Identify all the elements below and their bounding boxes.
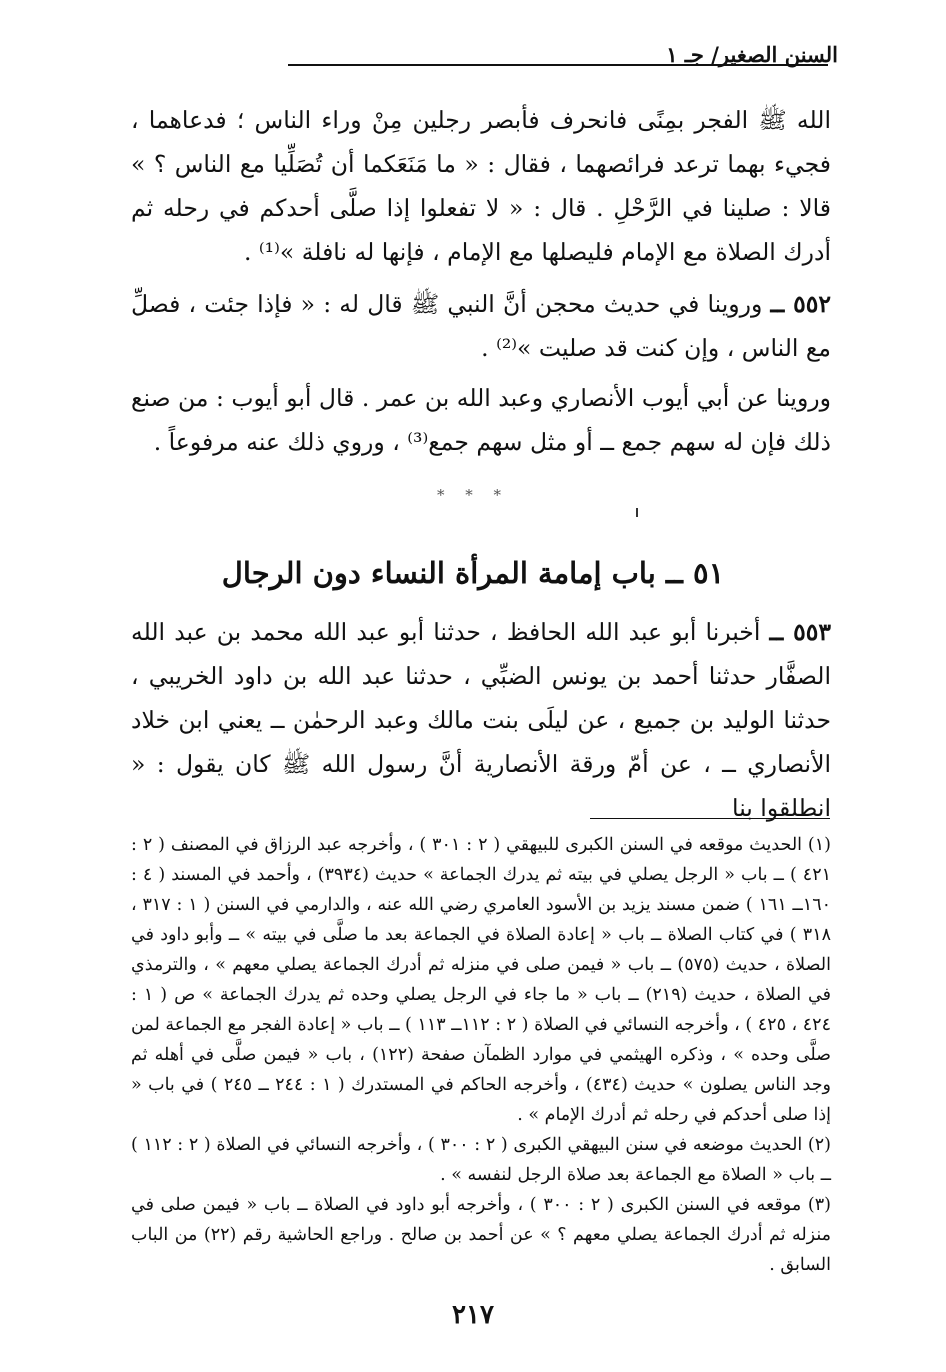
print-mark: [636, 508, 638, 517]
hadith-553-number: ٥٥٣ ــ: [769, 618, 831, 646]
hadith-552-number: ٥٥٢ ــ: [770, 290, 831, 318]
footnote-1: (١) الحديث موقعه في السنن الكبرى للبيهقي ( ٢ : ٣٠١ ) ، وأخرجه عبد الرزاق في المصنف ( ٢ : ٤٢١ ) ــ باب « الرجل يصلي في بيته ثم يدرك الجماعة » حديث (٣٩٣٤) ، وأحمد في المسند ( ٤ : ١٦٠ــ ١٦١ ) ضمن مسند يزيد بن الأسود العامري رضي الله عنه ، والدارمي في السنن ( ١ : ٣١٧ ، ٣١٨ ) في كتاب الصلاة ــ باب « إعادة الصلاة في الجماعة بعد ما صلَّى في بيته » ــ وأبو داود في الصلاة ، حديث (٥٧٥) ــ باب « فيمن صلى في منزله ثم أدرك الجماعة يصلي معهم » ، والترمذي في الصلاة ، حديث (٢١٩) ــ باب « ما جاء في الرجل يصلي وحده ثم يدرك الجماعة » ص ( ١ : ٤٢٤ ، ٤٢٥ ) ، وأخرجه النسائي في الصلاة ( ٢ : ١١٢ــ ١١٣ ) ــ باب « إعادة الفجر مع الجماعة لمن صلَّى وحده » ، وذكره الهيثمي في موارد الظمآن صفحة (١٢٢) ، باب « فيمن صلَّى في أهله ثم وجد الناس يصلون » حديث (٤٣٤) ، وأخرجه الحاكم في المستدرك ( ١ : ٢٤٤ ــ ٢٤٥ ) في باب « إذا صلى أحدكم في رحله ثم أدرك الإمام » .: [131, 835, 832, 1125]
section-separator: * * *: [436, 486, 510, 504]
hadith-552-paragraph: [131, 282, 831, 370]
footnotes: [131, 830, 831, 1280]
paragraph-text: الله ﷺ الفجر بمِنًى فانحرف فأبصر رجلين مِنْ وراء الناس ؛ فدعاهما ، فجيء بهما ترعد فرائصهما ، فقال : « ما مَنَعَكما أن تُصَلِّيا مع الناس ؟ » قالا : صلينا في الرَّحْلِ . قال : « لا تفعلوا إذا صلَّى أحدكم في رحله ثم أدرك الصلاة مع الإمام فليصلها مع الإمام ، فإنها له نافلة »⁽¹⁾ .: [131, 106, 831, 266]
hadith-552: [131, 282, 831, 370]
footnote-rule: [590, 818, 830, 819]
header-rule: [288, 64, 828, 66]
footnote-2: (٢) الحديث موضعه في سنن البيهقي الكبرى ( ٢ : ٣٠٠ ) ، وأخرجه النسائي في الصلاة ( ٢ : ١١٢ ) ــ باب « الصلاة مع الجماعة بعد صلاة الرجل لنفسه » .: [131, 1135, 831, 1185]
paragraph-text: وروينا عن أبي أيوب الأنصاري وعبد الله بن عمر . قال أبو أيوب : من صنع ذلك فإن له سهم جمع ــ أو مثل سهم جمع⁽³⁾ ، وروي ذلك عنه مرفوعاً .: [131, 384, 831, 456]
page-number: ٢١٧: [452, 1300, 494, 1330]
running-header: [0, 40, 946, 80]
hadith-553-text: أخبرنا أبو عبد الله الحافظ ، حدثنا أبو عبد الله محمد بن عبد الله الصفَّار حدثنا أحمد بن يونس الضبِّي ، حدثنا عبد الله بن داود الخريبي ، حدثنا الوليد بن جميع ، عن ليلَى بنت مالك وعبد الرحمٰن ــ يعني ابن خلاد الأنصاري ــ ، عن أمّ ورقة الأنصارية أنَّ رسول الله ﷺ كان يقول : « انطلقوا بنا: [131, 618, 831, 822]
paragraph-abu-ayyub: [131, 376, 831, 464]
hadith-553-paragraph: [131, 610, 831, 830]
footnote-3: (٣) موقعه في السنن الكبرى ( ٢ : ٣٠٠ ) ، وأخرجه أبو داود في الصلاة ــ باب « فيمن صلى في منزله ثم أدرك الجماعة يصلي معهم ؟ » عن أحمد بن صالح . وراجع الحاشية رقم (٢٢) من الباب السابق .: [131, 1195, 831, 1275]
hadith-552-text: وروينا في حديث محجن أنَّ النبي ﷺ قال له : « فإذا جئت ، فصلِّ مع الناس ، وإن كنت قد صليت »⁽²⁾ .: [131, 290, 831, 362]
paragraph-continuation: [131, 98, 831, 274]
hadith-553: [131, 610, 831, 830]
running-title: السنن الصغير/ جـ ١: [666, 42, 838, 67]
chapter-heading: ٥١ ــ باب إمامة المرأة النساء دون الرجال: [221, 556, 725, 590]
